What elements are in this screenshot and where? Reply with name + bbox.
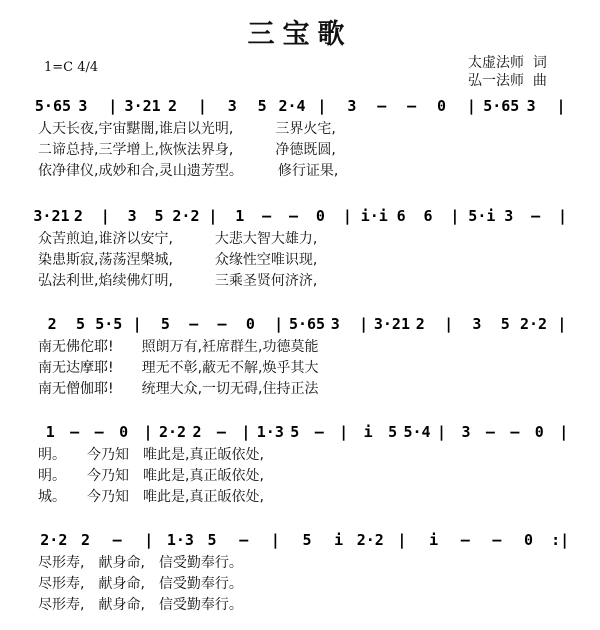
note-token: – <box>460 531 470 549</box>
barline: | <box>450 207 460 225</box>
note-token: – <box>485 423 495 441</box>
key-signature: 1=C 4/4 <box>44 60 99 75</box>
note-token: 0 <box>245 315 255 333</box>
lyricist-credit: 太虚法师 词 <box>468 55 547 71</box>
lyric-line-3: 尽形寿, 献身命, 信受勤奉行。 <box>38 597 243 613</box>
note-token: 3 <box>227 97 237 115</box>
note-token: 2·2 <box>40 531 68 549</box>
score-system-4 <box>38 418 576 507</box>
note-token: 5 <box>154 207 164 225</box>
note-token: 5 <box>388 423 398 441</box>
barline: | <box>197 97 207 115</box>
lyric-line-2: 明。 今乃知 唯此是,真正皈依处, <box>38 468 264 484</box>
note-token: 5·65 <box>288 315 326 333</box>
lyric-line-1: 南无佛佗耶! 照朗万有,衽席群生,功德莫能 <box>38 339 319 355</box>
note-token: 3·21 <box>124 97 161 115</box>
note-token: 3 <box>504 207 514 225</box>
barline: | <box>108 97 118 115</box>
note-token: – <box>377 97 387 115</box>
barline: | <box>359 315 369 333</box>
note-token: 3 <box>127 207 137 225</box>
note-token: 2 <box>73 207 83 225</box>
jianpu-notation <box>38 310 576 336</box>
note-token: i <box>429 531 439 549</box>
note-token: 5 <box>290 423 300 441</box>
barline: | <box>444 315 454 333</box>
note-token: 5 <box>207 531 217 549</box>
note-token: – <box>289 207 299 225</box>
notation-row <box>34 92 576 118</box>
barline: | <box>317 97 327 115</box>
note-token: 2·2 <box>356 531 384 549</box>
jianpu-notation <box>33 202 576 228</box>
barline: | <box>466 97 476 115</box>
note-token: 1 <box>235 207 245 225</box>
note-token: – <box>189 315 199 333</box>
note-token: – <box>94 423 104 441</box>
barline: | <box>270 531 280 549</box>
note-token: 5 <box>500 315 510 333</box>
note-token: 1·3 <box>256 423 284 441</box>
barline: | <box>556 97 566 115</box>
lyric-line-1: 众苦煎迫,谁济以安宁, 大悲大智大雄力, <box>38 231 318 247</box>
note-token: 5 <box>160 315 170 333</box>
barline: | <box>558 207 568 225</box>
song-title: 三宝歌 <box>247 19 353 50</box>
note-token: 3 <box>526 97 536 115</box>
note-token: 3·21 <box>33 207 70 225</box>
note-token: 3 <box>347 97 357 115</box>
lyric-line-2: 尽形寿, 献身命, 信受勤奉行。 <box>38 576 243 592</box>
note-token: – <box>262 207 272 225</box>
barline: | <box>274 315 284 333</box>
notation-row <box>38 310 576 336</box>
note-token: – <box>314 423 324 441</box>
barline: :| <box>551 531 570 549</box>
barline: | <box>208 207 218 225</box>
note-token: 5·65 <box>483 97 520 115</box>
lyric-line-2: 二谛总持,三学增上,恢恢法界身, 净德既圆, <box>38 142 336 158</box>
note-token: 5·4 <box>403 423 431 441</box>
barline: | <box>436 423 447 441</box>
note-token: 0 <box>436 97 447 115</box>
notation-row <box>38 526 576 552</box>
note-token: – <box>239 531 249 549</box>
barline: | <box>144 531 154 549</box>
notation-row <box>33 202 576 228</box>
note-token: – <box>70 423 80 441</box>
barline: | <box>557 315 567 333</box>
note-token: 2·2 <box>519 315 548 333</box>
note-token: 5·65 <box>34 97 72 115</box>
note-token: i <box>334 531 344 549</box>
jianpu-notation <box>38 526 576 552</box>
note-token: 2·2 <box>158 423 187 441</box>
note-token: 0 <box>119 423 129 441</box>
note-token: 6 <box>396 207 406 225</box>
composer-credit: 弘一法师 曲 <box>468 73 547 89</box>
barline: | <box>143 423 153 441</box>
score-system-2 <box>33 202 576 291</box>
barline: | <box>100 207 110 225</box>
note-token: 3 <box>78 97 88 115</box>
note-token: – <box>112 531 122 549</box>
note-token: 5·i <box>468 207 496 225</box>
score-system-1 <box>34 92 576 181</box>
score-system-5 <box>38 526 576 615</box>
lyric-line-2: 南无达摩耶! 理无不彰,蔽无不解,焕乎其大 <box>38 360 319 376</box>
note-token: 0 <box>524 531 534 549</box>
barline: | <box>397 531 407 549</box>
lyric-line-3: 依净律仪,成妙和合,灵山遗芳型。 修行证果, <box>38 163 339 179</box>
score-system-3 <box>38 310 576 399</box>
barline: | <box>241 423 251 441</box>
note-token: 2 <box>167 97 178 115</box>
note-token: – <box>492 531 502 549</box>
note-token: 1 <box>45 423 55 441</box>
lyric-line-2: 染患斯寂,荡荡涅槃城, 众缘性空唯识现, <box>38 252 318 268</box>
note-token: 5 <box>75 315 85 333</box>
note-token: 2 <box>415 315 425 333</box>
note-token: – <box>217 315 227 333</box>
note-token: i <box>363 423 373 441</box>
note-token: 5 <box>302 531 312 549</box>
note-token: 0 <box>315 207 325 225</box>
lyric-line-1: 尽形寿, 献身命, 信受勤奉行。 <box>38 555 243 571</box>
note-token: 2 <box>47 315 57 333</box>
note-token: – <box>407 97 417 115</box>
note-token: 5 <box>257 97 267 115</box>
note-token: 2·2 <box>172 207 200 225</box>
barline: | <box>132 315 142 333</box>
lyric-line-1: 明。 今乃知 唯此是,真正皈依处, <box>38 447 264 463</box>
note-token: 6 <box>423 207 433 225</box>
lyric-line-3: 城。 今乃知 唯此是,真正皈依处, <box>38 489 264 505</box>
notation-row <box>38 418 576 444</box>
note-token: 2 <box>80 531 90 549</box>
lyric-line-3: 南无僧伽耶! 统理大众,一切无碍,住持正法 <box>38 381 319 397</box>
note-token: 0 <box>534 423 544 441</box>
note-token: 1·3 <box>166 531 194 549</box>
note-token: 5·5 <box>95 315 123 333</box>
note-token: 2 <box>192 423 202 441</box>
barline: | <box>559 423 569 441</box>
note-token: 3·21 <box>373 315 411 333</box>
jianpu-notation <box>38 418 576 444</box>
note-token: – <box>510 423 520 441</box>
note-token: i·i <box>360 207 388 225</box>
lyric-line-1: 人天长夜,宇宙黮闇,谁启以光明, 三界火宅, <box>38 121 336 137</box>
note-token: – <box>531 207 541 225</box>
lyric-line-3: 弘法利世,焰续佛灯明, 三乘圣贤何济济, <box>38 273 318 289</box>
jianpu-notation <box>34 92 576 118</box>
note-token: 3 <box>461 423 471 441</box>
note-token: – <box>216 423 226 441</box>
barline: | <box>342 207 352 225</box>
note-token: 3 <box>472 315 482 333</box>
note-token: 3 <box>330 315 340 333</box>
note-token: 2·4 <box>278 97 306 115</box>
barline: | <box>339 423 349 441</box>
